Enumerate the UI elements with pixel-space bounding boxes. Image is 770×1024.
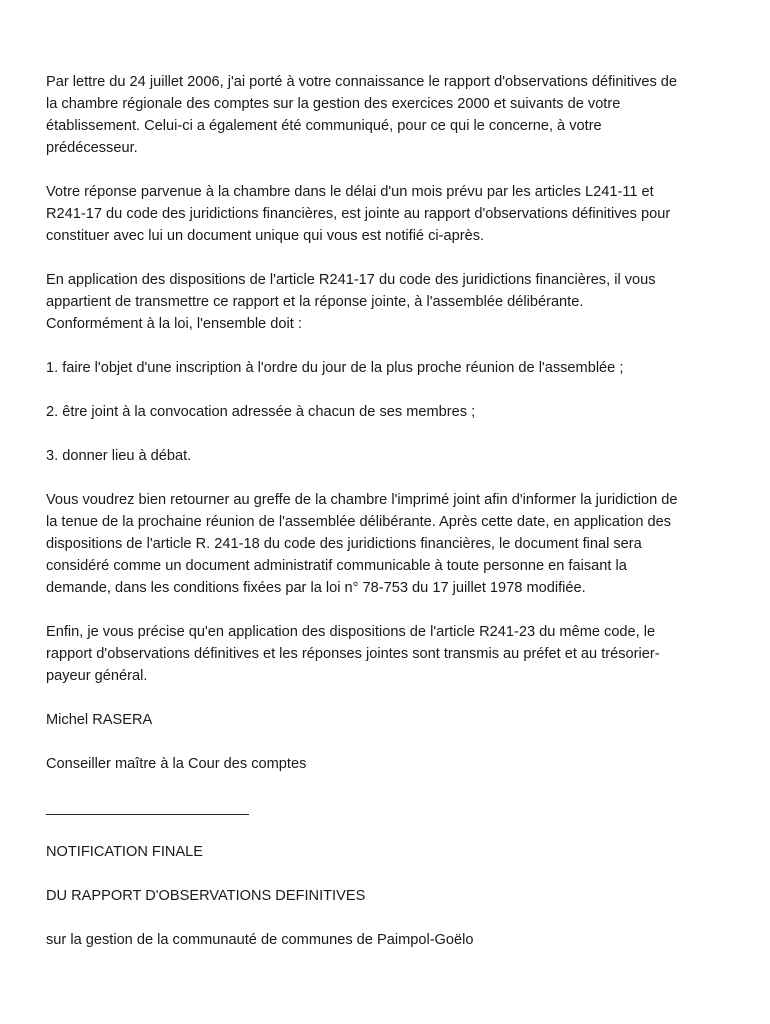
- paragraph-line: En application des dispositions de l'article R241-17 du code des juridictions financières, il vous: [46, 272, 656, 288]
- paragraph: [46, 753, 736, 775]
- separator-line: _________________________: [46, 800, 249, 816]
- notification-heading-block: [46, 841, 736, 951]
- paragraph-line: constituer avec lui un document unique qui vous est notifié ci-après.: [46, 228, 485, 244]
- paragraph-line: établissement. Celui-ci a également été communiqué, pour ce qui le concerne, à votre: [46, 118, 602, 134]
- paragraph-line: la chambre régionale des comptes sur la gestion des exercices 2000 et suivants de votre: [46, 96, 621, 112]
- paragraph: [46, 621, 736, 687]
- paragraph-line: payeur général.: [46, 668, 148, 684]
- paragraph-line: 2. être joint à la convocation adressée à chacun de ses membres ;: [46, 404, 476, 420]
- paragraph: [46, 71, 736, 159]
- report-subject: sur la gestion de la communauté de communes de Paimpol-Goëlo: [46, 932, 474, 948]
- paragraph: [46, 709, 736, 731]
- report-title: DU RAPPORT D'OBSERVATIONS DEFINITIVES: [46, 888, 366, 904]
- paragraph: [46, 401, 736, 423]
- paragraph-line: la tenue de la prochaine réunion de l'assemblée délibérante. Après cette date, en application des: [46, 514, 672, 530]
- paragraph-line: Conformément à la loi, l'ensemble doit :: [46, 316, 302, 332]
- paragraph: [46, 357, 736, 379]
- paragraph-line: 1. faire l'objet d'une inscription à l'ordre du jour de la plus proche réunion de l'assemblée ;: [46, 360, 624, 376]
- paragraph-line: R241-17 du code des juridictions financières, est jointe au rapport d'observations définitives pour: [46, 206, 671, 222]
- paragraph-line: demande, dans les conditions fixées par la loi n° 78-753 du 17 juillet 1978 modifiée.: [46, 580, 586, 596]
- paragraph-line: Conseiller maître à la Cour des comptes: [46, 756, 307, 772]
- letter-body: [46, 71, 736, 775]
- paragraph: [46, 445, 736, 467]
- notification-title: NOTIFICATION FINALE: [46, 844, 204, 860]
- paragraph-line: rapport d'observations définitives et les réponses jointes sont transmis au préfet et au trésorier-: [46, 646, 660, 662]
- paragraph-line: 3. donner lieu à débat.: [46, 448, 192, 464]
- paragraph-line: Vous voudrez bien retourner au greffe de la chambre l'imprimé joint afin d'informer la juridiction de: [46, 492, 678, 508]
- paragraph-line: prédécesseur.: [46, 140, 138, 156]
- paragraph: [46, 269, 736, 335]
- paragraph: [46, 489, 736, 599]
- paragraph-line: considéré comme un document administratif communicable à toute personne en faisant la: [46, 558, 627, 574]
- paragraph-line: Michel RASERA: [46, 712, 153, 728]
- paragraph-line: appartient de transmettre ce rapport et la réponse jointe, à l'assemblée délibérante.: [46, 294, 584, 310]
- paragraph-line: dispositions de l'article R. 241-18 du code des juridictions financières, le document final sera: [46, 536, 642, 552]
- paragraph-line: Par lettre du 24 juillet 2006, j'ai porté à votre connaissance le rapport d'observations définitives de: [46, 74, 678, 90]
- paragraph-line: Votre réponse parvenue à la chambre dans le délai d'un mois prévu par les articles L241-11 et: [46, 184, 654, 200]
- paragraph: [46, 181, 736, 247]
- paragraph-line: Enfin, je vous précise qu'en application des dispositions de l'article R241-23 du même code, le: [46, 624, 656, 640]
- document-page: [46, 71, 736, 973]
